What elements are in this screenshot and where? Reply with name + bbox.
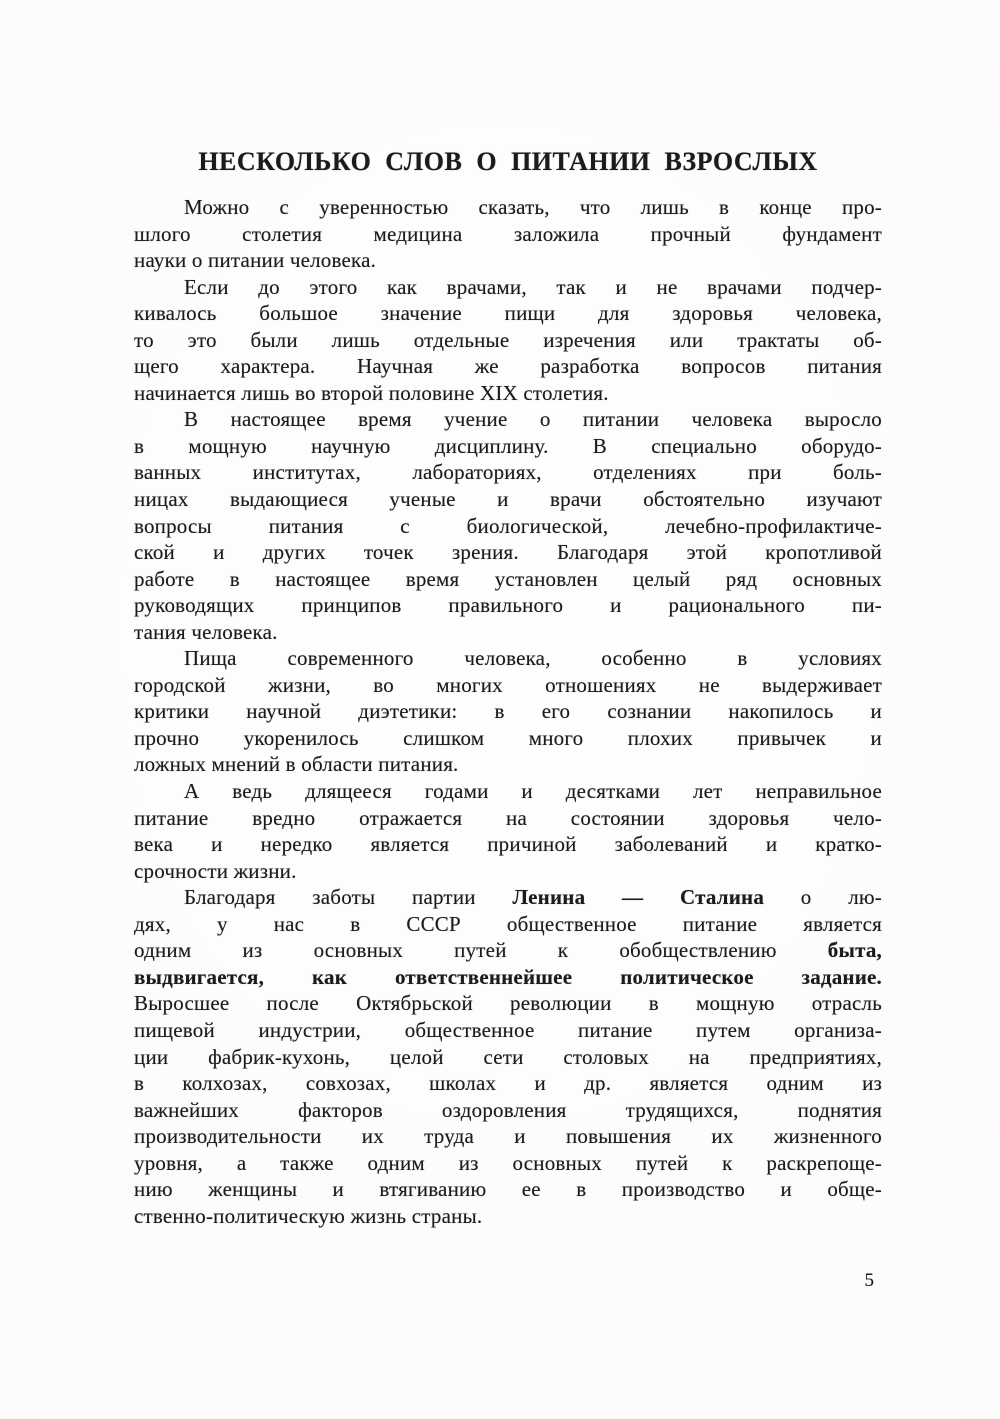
text-line: руководящих принципов правильного и рационального пи- [134,593,882,618]
text-line: Благодаря заботы партии Ленина — Сталина о лю- [184,885,882,910]
text-line: в колхозах, совхозах, школах и др. является одним из [134,1071,882,1096]
text-line: Если до этого как врачами, так и не врачами подчер- [184,274,882,299]
paragraph [134,194,882,274]
text-line: критики научной диэтетики: в его сознании накопилось и [134,699,882,724]
text-line: пищевой индустрии, общественное питание путем организа- [134,1017,882,1042]
text-line: ственно-политическую жизнь страны. [134,1203,483,1228]
text-line: в мощную научную дисциплину. В специально оборудо- [134,433,882,458]
text-line: Можно с уверенностью сказать, что лишь в конце про- [184,195,882,219]
text-line: А ведь длящееся годами и десятками лет неправильное [184,779,882,804]
text-line: важнейших факторов оздоровления трудящихся, поднятия [134,1097,882,1122]
paragraph [134,884,882,1229]
text-line: нию женщины и втягиванию ее в производство и обще- [134,1177,882,1202]
text-line: питание вредно отражается на состоянии здоровья чело- [134,805,882,830]
text-line: выдвигается, как ответственнейшее политическое задание. [134,964,882,989]
text-line: производительности их труда и повышения их жизненного [134,1124,882,1149]
text-line: срочности жизни. [134,858,297,883]
paragraph [134,778,882,884]
body-paragraphs [134,194,882,1229]
text-line: ложных мнений в области питания. [134,752,459,777]
text-line: щего характера. Научная же разработка вопросов питания [134,354,882,379]
text-line: Выросшее после Октябрьской революции в мощную отрасль [134,991,882,1016]
text-line: ской и других точек зрения. Благодаря этой кропотливой [134,540,882,565]
text-line: В настоящее время учение о питании человека выросло [184,407,882,432]
text-line: ницах выдающиеся ученые и врачи обстоятельно изучают [134,487,882,512]
page-number: 5 [864,1270,874,1291]
text-line: тания человека. [134,619,278,644]
paragraph [134,645,882,778]
text-line: начинается лишь во второй половине XIX столетия. [134,380,609,405]
paragraph [134,406,882,645]
text-line: одним из основных путей к обобществлению быта, [134,938,882,963]
text-line: то это были лишь отдельные изречения или трактаты об- [134,327,882,352]
text-line: прочно укоренилось слишком много плохих привычек и [134,725,882,750]
text-line: работе в настоящее время установлен целый ряд основных [134,566,882,591]
text-line: шлого столетия медицина заложила прочный фундамент [134,221,882,246]
text-line: городской жизни, во многих отношениях не выдерживает [134,672,882,697]
text-line: века и нередко является причиной заболеваний и кратко- [134,832,882,857]
text-line: ванных институтах, лабораториях, отделениях при боль- [134,460,882,485]
text-line: уровня, а также одним из основных путей к раскрепоще- [134,1150,882,1175]
text-line: Пища современного человека, особенно в условиях [184,646,882,671]
text-line: кивалось большое значение пищи для здоровья человека, [134,301,882,326]
text-line: дях, у нас в СССР общественное питание является [134,911,882,936]
text-line: ции фабрик-кухонь, целой сети столовых на предприятиях, [134,1044,882,1069]
page-title: НЕСКОЛЬКО СЛОВ О ПИТАНИИ ВЗРОСЛЫХ [198,147,818,176]
text-line: науки о питании человека. [134,248,377,273]
text-line: вопросы питания с биологической, лечебно-профилактиче- [134,513,882,538]
paragraph [134,274,882,407]
